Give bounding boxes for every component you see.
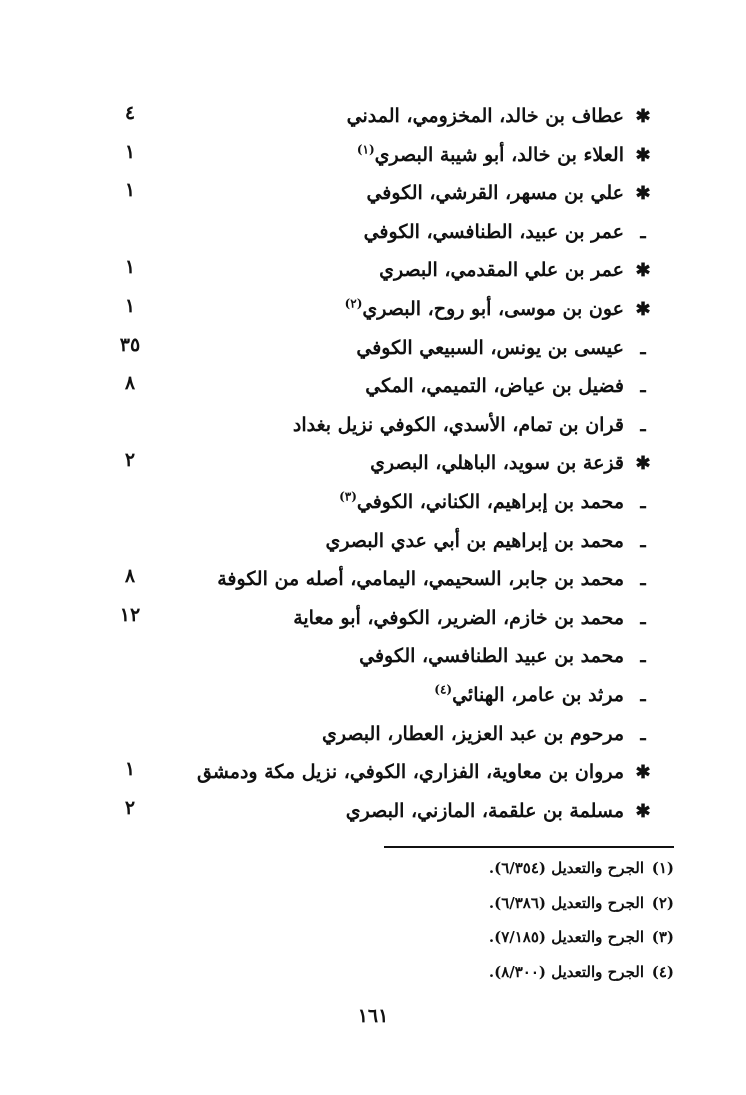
entry-text — [293, 599, 654, 637]
dash-marker: ـ — [640, 530, 646, 552]
narration-count: ١ — [124, 140, 136, 163]
narrator-name: محمد بن جابر، السحيمي، اليمامي، أصله من الكوفة — [217, 568, 624, 591]
footnote-text: الجرح والتعديل (٦/٣٨٦). — [488, 893, 644, 912]
entry-text — [364, 213, 654, 251]
dash-marker: ـ — [640, 685, 646, 706]
footnote — [489, 922, 674, 952]
dash-marker: ـ — [640, 414, 646, 436]
dash-marker: ـ — [640, 607, 646, 629]
narration-count: ١ — [124, 179, 136, 202]
entry-row — [0, 715, 746, 753]
entry-row — [0, 290, 746, 328]
narration-count: ٢ — [124, 449, 136, 472]
entry-text — [322, 715, 654, 753]
asterisk-marker: ✱ — [635, 260, 651, 282]
entry-row — [0, 560, 746, 598]
entry-row — [0, 251, 746, 289]
entry-text — [359, 637, 654, 675]
entry-row — [0, 676, 746, 714]
entry-row — [0, 637, 746, 675]
dash-marker: ـ — [640, 337, 646, 359]
entry-text — [339, 483, 654, 521]
narration-count: ٣٥ — [119, 333, 141, 356]
narration-count: ٢ — [124, 796, 136, 819]
entry-row — [0, 136, 746, 174]
entry-text — [356, 329, 654, 367]
entry-text — [325, 522, 654, 560]
entry-text — [217, 560, 654, 598]
narrator-name: عمر بن علي المقدمي، البصري — [379, 259, 624, 282]
footnote-number: (٣) — [651, 928, 674, 946]
narrator-name: مروان بن معاوية، الفزاري، الكوفي، نزيل مكة ودمشق — [197, 761, 624, 784]
entry-row — [0, 213, 746, 251]
footnote-text: الجرح والتعديل (٧/١٨٥). — [488, 928, 644, 946]
entry-text — [357, 136, 654, 174]
narrator-name: عيسى بن يونس، السبيعي الكوفي — [356, 336, 624, 359]
entry-text — [197, 753, 654, 791]
narrator-name: مسلمة بن علقمة، المازني، البصري — [345, 799, 624, 822]
narrator-name: قزعة بن سويد، الباهلي، البصري — [370, 452, 624, 475]
asterisk-marker: ✱ — [635, 299, 651, 320]
footnote-divider — [384, 846, 674, 848]
footnote-number: (١) — [651, 859, 674, 877]
entry-row — [0, 522, 746, 560]
entry-text — [434, 676, 654, 714]
asterisk-marker: ✱ — [635, 453, 651, 475]
footnote — [489, 957, 674, 987]
asterisk-marker: ✱ — [635, 106, 651, 127]
narration-count: ٨ — [124, 565, 136, 588]
narrator-name: محمد بن خازم، الضرير، الكوفي، أبو معاية — [293, 606, 624, 629]
narrator-name: محمد بن عبيد الطنافسي، الكوفي — [359, 645, 624, 668]
footnote-reference: (٣) — [339, 489, 357, 504]
dash-marker: ـ — [640, 376, 646, 398]
asterisk-marker: ✱ — [635, 800, 651, 822]
narrator-name: فضيل بن عياض، التميمي، المكي — [365, 375, 624, 398]
footnote-number: (٢) — [651, 893, 674, 912]
entry-text — [345, 290, 654, 328]
dash-marker: ـ — [640, 492, 646, 513]
dash-marker: ـ — [640, 569, 646, 591]
footnote-reference: (٢) — [344, 296, 363, 311]
footnote — [489, 853, 674, 883]
narrator-name: محمد بن إبراهيم، الكناني، الكوفي — [356, 491, 624, 513]
narrator-name: العلاء بن خالد، أبو شيبة البصري — [374, 143, 624, 166]
dash-marker: ـ — [640, 221, 646, 243]
footnote — [489, 888, 674, 918]
narrator-name: محمد بن إبراهيم بن أبي عدي البصري — [325, 529, 624, 552]
narration-count: ١ — [124, 758, 136, 781]
narration-count: ١ — [124, 295, 136, 317]
entry-row — [0, 599, 746, 637]
footnote-number: (٤) — [651, 962, 674, 981]
narration-count: ١ — [124, 256, 136, 279]
asterisk-marker: ✱ — [635, 183, 651, 205]
narrator-name: قران بن تمام، الأسدي، الكوفي نزيل بغداد — [292, 413, 624, 436]
footnote-text: الجرح والتعديل (٨/٣٠٠). — [488, 962, 644, 981]
entry-row — [0, 174, 746, 212]
entry-text — [379, 251, 654, 289]
entry-row — [0, 367, 746, 405]
footnote-text: الجرح والتعديل (٦/٣٥٤). — [488, 859, 644, 877]
entry-row — [0, 97, 746, 135]
entry-row — [0, 406, 746, 444]
narrator-name: عون بن موسى، أبو روح، البصري — [362, 298, 624, 320]
narrator-name: مرثد بن عامر، الهنائي — [452, 684, 624, 706]
entry-text — [366, 174, 654, 212]
entry-text — [365, 367, 654, 405]
entry-text — [347, 97, 654, 135]
entry-text — [370, 444, 654, 482]
dash-marker: ـ — [640, 646, 646, 668]
entry-text — [346, 792, 654, 830]
footnote-reference: (٤) — [434, 682, 453, 697]
entry-row — [0, 444, 746, 482]
narrator-name: علي بن مسهر، القرشي، الكوفي — [366, 182, 624, 205]
narration-count: ١٢ — [119, 603, 141, 626]
narrator-name: عطاف بن خالد، المخزومي، المدني — [346, 105, 624, 127]
asterisk-marker: ✱ — [635, 144, 651, 166]
entry-row — [0, 753, 746, 791]
entry-row — [0, 792, 746, 830]
narrator-name: عمر بن عبيد، الطنافسي، الكوفي — [363, 220, 624, 243]
asterisk-marker: ✱ — [635, 762, 651, 784]
page-number: ١٦١ — [357, 1005, 389, 1027]
footnote-reference: (١) — [356, 142, 375, 157]
narration-count: ٤ — [124, 102, 136, 124]
dash-marker: ـ — [640, 723, 646, 745]
entry-text — [293, 406, 654, 444]
narrator-name: مرحوم بن عبد العزيز، العطار، البصري — [321, 722, 624, 745]
narration-count: ٨ — [124, 372, 136, 395]
entry-row — [0, 329, 746, 367]
entry-row — [0, 483, 746, 521]
